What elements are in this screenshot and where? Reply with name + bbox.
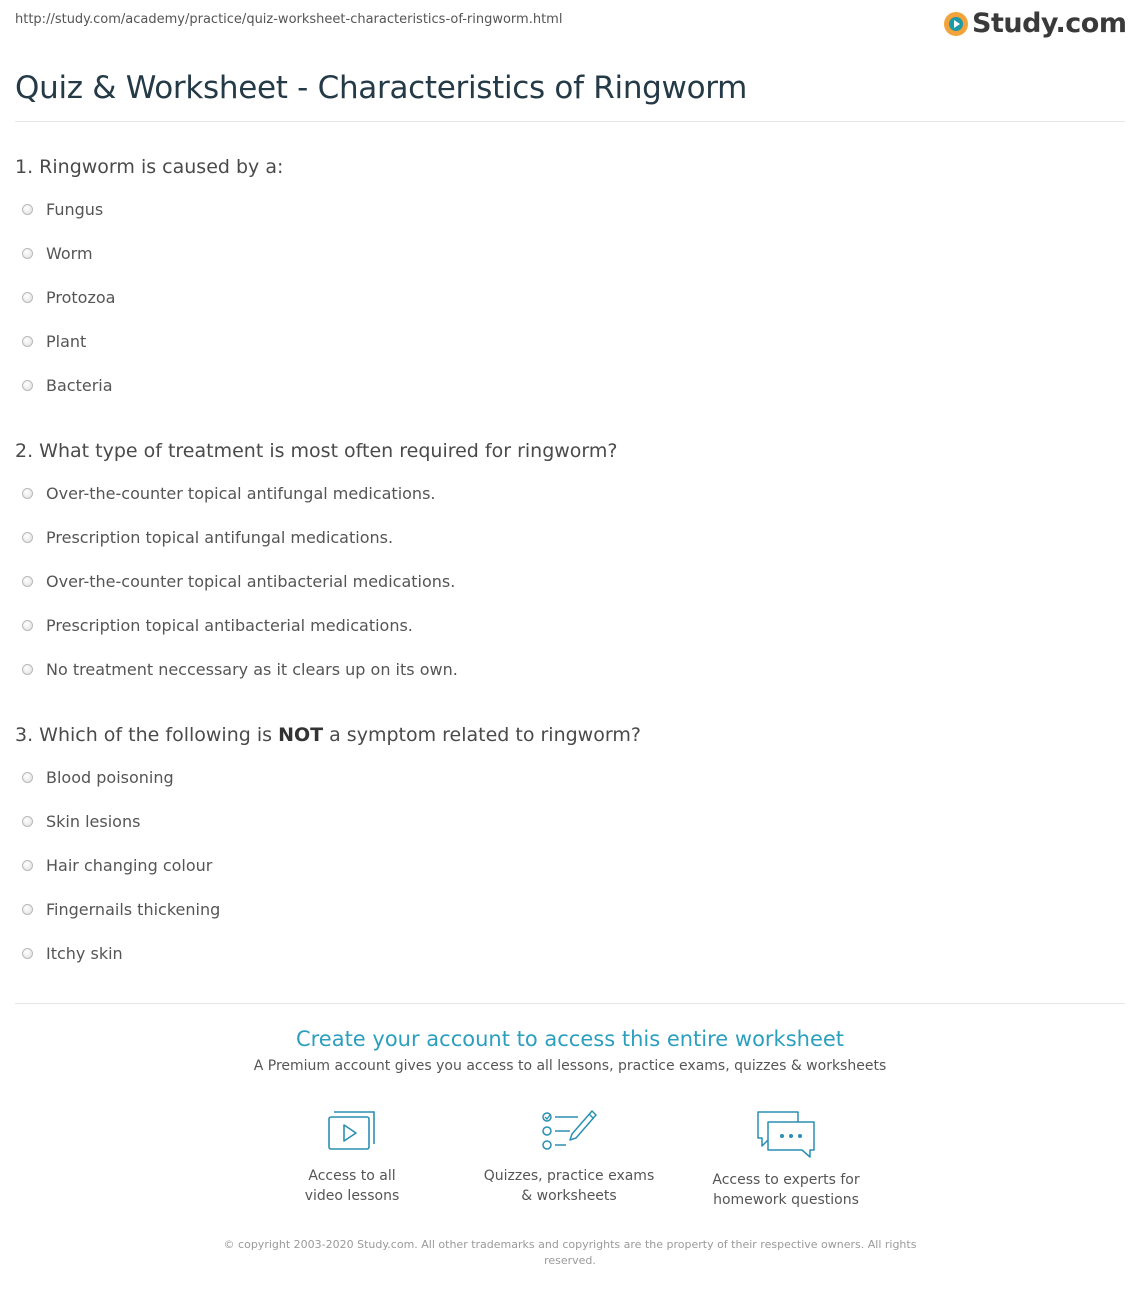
option-label: Fingernails thickening — [46, 900, 221, 919]
question-2-option-1[interactable] — [22, 484, 435, 503]
radio-button[interactable] — [22, 904, 33, 915]
option-label: Over-the-counter topical antibacterial medications. — [46, 572, 456, 591]
radio-button[interactable] — [22, 380, 33, 391]
feature-quizzes — [469, 1108, 669, 1206]
study-logo[interactable] — [944, 8, 1126, 39]
question-1-option-2[interactable] — [22, 244, 93, 263]
option-label: Itchy skin — [46, 944, 123, 963]
radio-button[interactable] — [22, 336, 33, 347]
radio-button[interactable] — [22, 248, 33, 259]
radio-button[interactable] — [22, 816, 33, 827]
question-2-text: 2. What type of treatment is most often required for ringworm? — [15, 440, 618, 462]
feature-experts — [686, 1108, 886, 1210]
question-1-option-3[interactable] — [22, 288, 115, 307]
question-2-option-3[interactable] — [22, 572, 455, 591]
question-3-option-4[interactable] — [22, 900, 220, 919]
question-3-option-5[interactable] — [22, 944, 123, 963]
question-3-emphasis: NOT — [278, 724, 324, 746]
question-3-text-end: a symptom related to ringworm? — [323, 724, 641, 746]
radio-button[interactable] — [22, 860, 33, 871]
question-3-text — [15, 724, 641, 746]
option-label: Plant — [46, 332, 87, 351]
feature-label — [252, 1166, 452, 1206]
question-1-text: 1. Ringworm is caused by a: — [15, 156, 284, 178]
feature-label — [469, 1166, 669, 1206]
radio-button[interactable] — [22, 292, 33, 303]
question-1-option-4[interactable] — [22, 332, 86, 351]
video-play-icon — [326, 1108, 378, 1154]
option-label: Worm — [46, 244, 93, 263]
question-2-option-5[interactable] — [22, 660, 458, 679]
copyright-notice: © copyright 2003-2020 Study.com. All other trademarks and copyrights are the property of their respective owners. All rights reserved. — [223, 1238, 917, 1267]
feature-label-line-2: video lessons — [304, 1188, 400, 1204]
feature-label-line-2: homework questions — [713, 1192, 859, 1208]
radio-button[interactable] — [22, 620, 33, 631]
radio-button[interactable] — [22, 948, 33, 959]
title-divider — [15, 121, 1125, 122]
feature-label-line-2: & worksheets — [521, 1188, 617, 1204]
option-label: Hair changing colour — [46, 856, 213, 875]
option-label: Prescription topical antibacterial medications. — [46, 616, 413, 635]
study-logo-play-icon — [944, 12, 968, 36]
option-label: Blood poisoning — [46, 768, 174, 787]
create-account-link[interactable]: Create your account to access this entire worksheet — [295, 1027, 845, 1051]
chat-bubbles-icon — [754, 1108, 818, 1158]
option-label: Fungus — [46, 200, 104, 219]
question-2-option-4[interactable] — [22, 616, 413, 635]
feature-label-line-1: Access to all — [308, 1168, 396, 1184]
feature-video-lessons — [252, 1108, 452, 1206]
option-label: Protozoa — [46, 288, 116, 307]
question-2-option-2[interactable] — [22, 528, 393, 547]
question-3-option-3[interactable] — [22, 856, 212, 875]
feature-label-line-1: Access to experts for — [712, 1172, 860, 1188]
study-logo-text: Study.com — [972, 8, 1127, 39]
radio-button[interactable] — [22, 664, 33, 675]
radio-button[interactable] — [22, 532, 33, 543]
radio-button[interactable] — [22, 204, 33, 215]
questions-divider — [15, 1003, 1125, 1004]
radio-button[interactable] — [22, 772, 33, 783]
option-label: Skin lesions — [46, 812, 141, 831]
question-3-option-1[interactable] — [22, 768, 174, 787]
feature-label — [686, 1170, 886, 1210]
radio-button[interactable] — [22, 488, 33, 499]
question-1-option-5[interactable] — [22, 376, 113, 395]
feature-label-line-1: Quizzes, practice exams — [483, 1168, 655, 1184]
quiz-checklist-icon — [540, 1108, 598, 1154]
option-label: Bacteria — [46, 376, 113, 395]
page-title: Quiz & Worksheet - Characteristics of Ringworm — [15, 70, 748, 106]
question-3-text-start: 3. Which of the following is — [15, 724, 279, 746]
question-3-option-2[interactable] — [22, 812, 140, 831]
question-1-option-1[interactable] — [22, 200, 103, 219]
option-label: No treatment neccessary as it clears up on its own. — [46, 660, 458, 679]
page-url: http://study.com/academy/practice/quiz-worksheet-characteristics-of-ringworm.html — [15, 12, 563, 27]
radio-button[interactable] — [22, 576, 33, 587]
option-label: Prescription topical antifungal medications. — [46, 528, 394, 547]
premium-description: A Premium account gives you access to all lessons, practice exams, quizzes & worksheets — [253, 1058, 887, 1074]
option-label: Over-the-counter topical antifungal medications. — [46, 484, 436, 503]
